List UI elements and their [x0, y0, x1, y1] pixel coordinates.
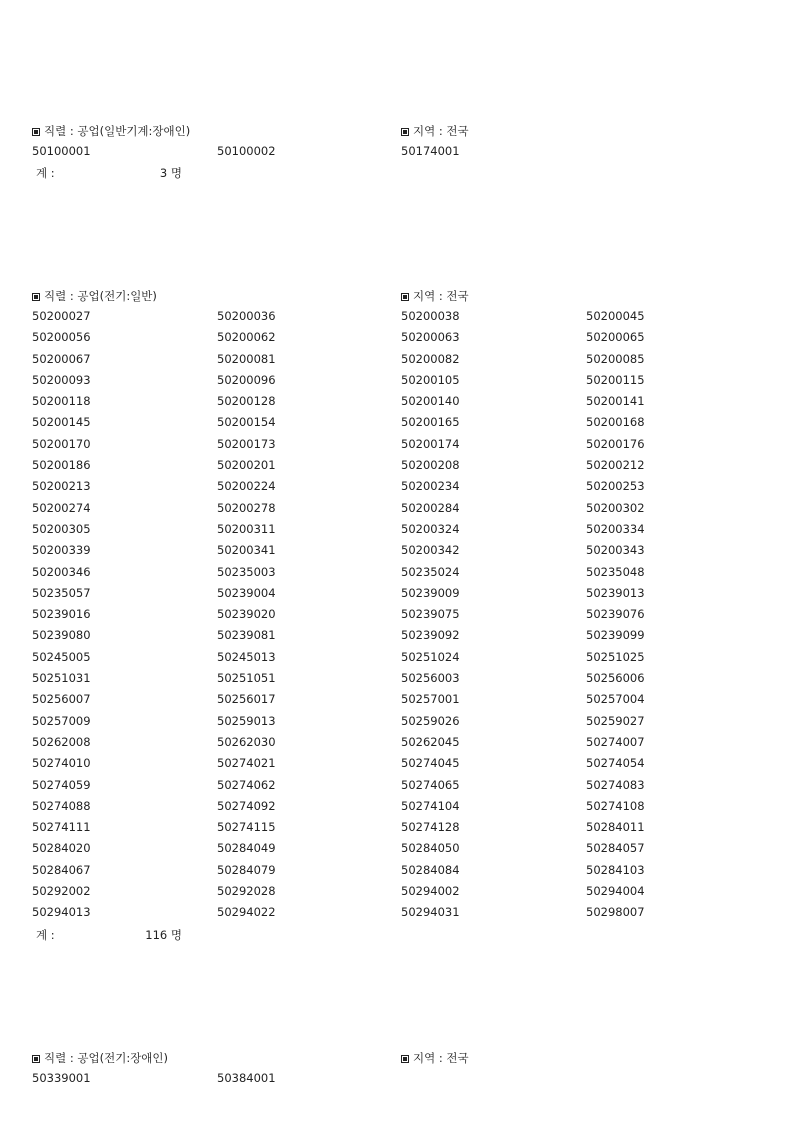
exam-number: 50100002 [217, 144, 276, 158]
exam-number: 50274054 [586, 756, 645, 771]
exam-number: 50200224 [217, 479, 276, 494]
number-row [0, 1068, 793, 1089]
exam-number: 50100001 [32, 144, 91, 158]
exam-number: 50174001 [401, 144, 460, 158]
exam-number: 50235024 [401, 564, 460, 579]
number-row [0, 434, 793, 455]
exam-number: 50239020 [217, 607, 276, 622]
number-grid [0, 1068, 793, 1089]
exam-number: 50200186 [32, 458, 91, 473]
exam-number: 50274111 [32, 820, 91, 835]
exam-number: 50294031 [401, 905, 460, 920]
exam-number: 50262045 [401, 734, 460, 749]
exam-number: 50200036 [217, 309, 276, 323]
exam-number: 50274065 [401, 777, 460, 792]
number-row [0, 881, 793, 902]
exam-number: 50200346 [32, 564, 91, 579]
exam-number: 50200115 [586, 372, 645, 387]
exam-number: 50284079 [217, 862, 276, 877]
number-row [0, 412, 793, 433]
exam-number: 50251024 [401, 649, 460, 664]
section-total [36, 164, 182, 182]
exam-number: 50284084 [401, 862, 460, 877]
exam-number: 50200324 [401, 521, 460, 536]
exam-number: 50239092 [401, 628, 460, 643]
exam-number: 50245013 [217, 649, 276, 664]
exam-number: 50200343 [586, 543, 645, 558]
exam-number: 50239080 [32, 628, 91, 643]
exam-number: 50200105 [401, 372, 460, 387]
exam-number: 50200154 [217, 415, 276, 430]
number-row [0, 604, 793, 625]
exam-number: 50200305 [32, 521, 91, 536]
exam-number: 50200284 [401, 500, 460, 515]
number-row [0, 775, 793, 796]
exam-number: 50274010 [32, 756, 91, 771]
exam-number: 50235003 [217, 564, 276, 579]
exam-number: 50262008 [32, 734, 91, 749]
exam-number: 50259027 [586, 713, 645, 728]
exam-number: 50284057 [586, 841, 645, 856]
category-label: 직렬 : 공업(전기:장애인) [44, 1051, 169, 1065]
total-label: 계 : [36, 927, 55, 942]
exam-number: 50200234 [401, 479, 460, 494]
exam-number: 50294002 [401, 884, 460, 899]
total-count: 3 명 [159, 166, 182, 181]
section-header-category [32, 122, 190, 140]
exam-number: 50239076 [586, 607, 645, 622]
exam-number: 50274128 [401, 820, 460, 835]
exam-number: 50200339 [32, 543, 91, 558]
exam-number: 50239016 [32, 607, 91, 622]
exam-number: 50274108 [586, 798, 645, 813]
exam-number: 50200062 [217, 330, 276, 345]
number-row [0, 391, 793, 412]
square-bullet-icon [401, 128, 409, 136]
exam-number: 50200208 [401, 458, 460, 473]
category-label: 직렬 : 공업(일반기계:장애인) [44, 124, 191, 138]
category-label: 직렬 : 공업(전기:일반) [44, 289, 157, 303]
exam-number: 50200302 [586, 500, 645, 515]
number-row [0, 668, 793, 689]
number-row [0, 647, 793, 668]
number-row [0, 327, 793, 348]
exam-number: 50274059 [32, 777, 91, 792]
exam-number: 50200140 [401, 394, 460, 409]
number-row [0, 902, 793, 923]
number-row [0, 583, 793, 604]
exam-number: 50200173 [217, 436, 276, 451]
number-row [0, 711, 793, 732]
number-row [0, 306, 793, 327]
number-row [0, 817, 793, 838]
region-label: 지역 : 전국 [413, 1051, 469, 1065]
exam-number: 50292002 [32, 884, 91, 899]
exam-number: 50274104 [401, 798, 460, 813]
exam-number: 50339001 [32, 1071, 91, 1085]
total-label: 계 : [36, 166, 55, 181]
number-grid [0, 141, 793, 162]
exam-number: 50200065 [586, 330, 645, 345]
exam-number: 50284103 [586, 862, 645, 877]
exam-number: 50200067 [32, 351, 91, 366]
exam-number: 50274115 [217, 820, 276, 835]
number-row [0, 562, 793, 583]
square-bullet-icon [401, 1055, 409, 1063]
exam-number: 50292028 [217, 884, 276, 899]
square-bullet-icon [32, 128, 40, 136]
exam-number: 50251031 [32, 671, 91, 686]
section-header-category [32, 1049, 168, 1067]
exam-number: 50200342 [401, 543, 460, 558]
exam-number: 50257004 [586, 692, 645, 707]
exam-number: 50256003 [401, 671, 460, 686]
section-header-region [401, 287, 469, 305]
exam-number: 50256006 [586, 671, 645, 686]
exam-number: 50298007 [586, 905, 645, 920]
exam-number: 50200118 [32, 394, 91, 409]
exam-number: 50262030 [217, 734, 276, 749]
number-row [0, 455, 793, 476]
number-row [0, 476, 793, 497]
square-bullet-icon [32, 1055, 40, 1063]
exam-number: 50235057 [32, 585, 91, 600]
exam-number: 50257009 [32, 713, 91, 728]
exam-number: 50239004 [217, 585, 276, 600]
exam-number: 50239081 [217, 628, 276, 643]
number-row [0, 519, 793, 540]
number-row [0, 753, 793, 774]
exam-number: 50294004 [586, 884, 645, 899]
exam-number: 50284020 [32, 841, 91, 856]
exam-number: 50200093 [32, 372, 91, 387]
exam-number: 50239075 [401, 607, 460, 622]
exam-number: 50200141 [586, 394, 645, 409]
exam-number: 50294013 [32, 905, 91, 920]
exam-number: 50239009 [401, 585, 460, 600]
number-row [0, 141, 793, 162]
section-header-category [32, 287, 157, 305]
number-row [0, 838, 793, 859]
exam-number: 50200334 [586, 521, 645, 536]
exam-number: 50274083 [586, 777, 645, 792]
exam-number: 50259013 [217, 713, 276, 728]
exam-number: 50235048 [586, 564, 645, 579]
exam-number: 50200311 [217, 521, 276, 536]
exam-number: 50251025 [586, 649, 645, 664]
number-row [0, 860, 793, 881]
exam-number: 50200096 [217, 372, 276, 387]
number-row [0, 540, 793, 561]
exam-number: 50384001 [217, 1071, 276, 1085]
exam-number: 50200081 [217, 351, 276, 366]
exam-number: 50200056 [32, 330, 91, 345]
number-grid [0, 306, 793, 924]
exam-number: 50294022 [217, 905, 276, 920]
exam-number: 50284050 [401, 841, 460, 856]
exam-number: 50200212 [586, 458, 645, 473]
exam-number: 50274045 [401, 756, 460, 771]
exam-number: 50274007 [586, 734, 645, 749]
total-count: 116 명 [145, 927, 182, 942]
exam-number: 50256007 [32, 692, 91, 707]
region-label: 지역 : 전국 [413, 289, 469, 303]
exam-number: 50200170 [32, 436, 91, 451]
exam-number: 50200045 [586, 309, 645, 323]
number-row [0, 349, 793, 370]
exam-number: 50200085 [586, 351, 645, 366]
exam-number: 50200274 [32, 500, 91, 515]
number-row [0, 689, 793, 710]
exam-number: 50200176 [586, 436, 645, 451]
exam-number: 50200145 [32, 415, 91, 430]
number-row [0, 498, 793, 519]
exam-number: 50259026 [401, 713, 460, 728]
number-row [0, 370, 793, 391]
exam-number: 50284067 [32, 862, 91, 877]
exam-number: 50200165 [401, 415, 460, 430]
exam-number: 50200278 [217, 500, 276, 515]
exam-number: 50200341 [217, 543, 276, 558]
exam-number: 50256017 [217, 692, 276, 707]
section-header-region [401, 122, 469, 140]
number-row [0, 732, 793, 753]
square-bullet-icon [401, 293, 409, 301]
exam-number: 50274092 [217, 798, 276, 813]
exam-number: 50200253 [586, 479, 645, 494]
region-label: 지역 : 전국 [413, 124, 469, 138]
exam-number: 50200082 [401, 351, 460, 366]
section-total [36, 926, 182, 944]
exam-number: 50257001 [401, 692, 460, 707]
exam-number: 50200213 [32, 479, 91, 494]
exam-number: 50200038 [401, 309, 460, 323]
square-bullet-icon [32, 293, 40, 301]
exam-number: 50200027 [32, 309, 91, 323]
exam-number: 50274088 [32, 798, 91, 813]
exam-number: 50251051 [217, 671, 276, 686]
exam-number: 50200168 [586, 415, 645, 430]
exam-number: 50200128 [217, 394, 276, 409]
number-row [0, 796, 793, 817]
exam-number: 50245005 [32, 649, 91, 664]
number-row [0, 625, 793, 646]
exam-number: 50239099 [586, 628, 645, 643]
exam-number: 50200063 [401, 330, 460, 345]
exam-number: 50200174 [401, 436, 460, 451]
exam-number: 50284011 [586, 820, 645, 835]
exam-number: 50274062 [217, 777, 276, 792]
section-header-region [401, 1049, 469, 1067]
exam-number: 50239013 [586, 585, 645, 600]
exam-number: 50284049 [217, 841, 276, 856]
exam-number: 50274021 [217, 756, 276, 771]
exam-number: 50200201 [217, 458, 276, 473]
